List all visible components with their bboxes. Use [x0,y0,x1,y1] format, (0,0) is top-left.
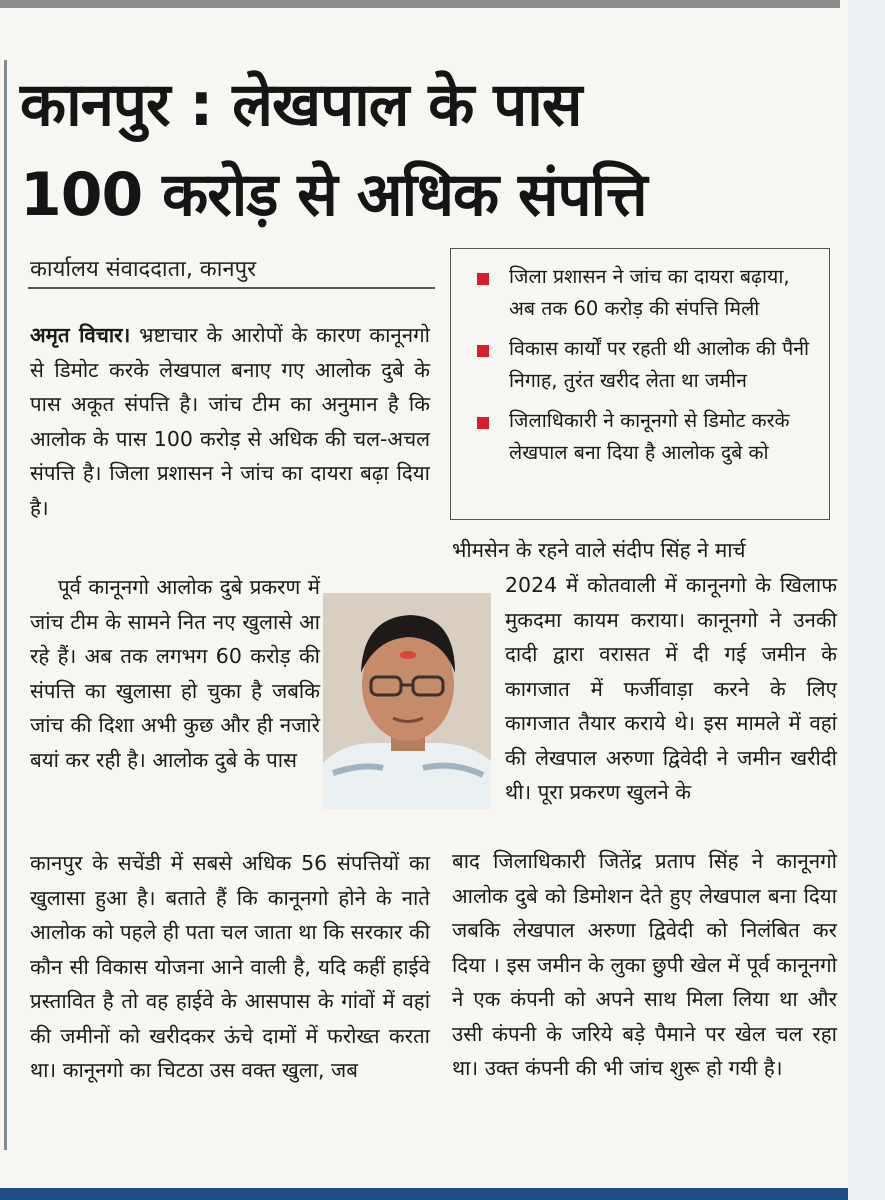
highlight-item [469,333,819,397]
portrait-photo [323,593,491,809]
paragraph-1 [30,318,430,525]
byline-rule [28,287,435,289]
headline [20,60,840,240]
column-2-paragraph-part-2: बाद जिलाधिकारी जितेंद्र प्रताप सिंह ने कानूनगो आलोक दुबे को डिमोशन देते हुए लेखपाल बना दिया जबकि लेखपाल अरुणा द्विवेदी को निलंबित कर दिया । इस जमीन के लुका छुपी खेल में पूर्व कानूनगो ने एक कंपनी को अपने साथ मिला लिया था और उसी कंपनी के जरिये बड़े पैमाने पर खेल चल रहा था। उक्त कंपनी की भी जांच शुरू हो गयी है। [452,849,837,1080]
highlights-box [450,248,830,520]
square-bullet-icon [477,417,489,429]
paragraph-2-part-2: कानपुर के सचेंडी में सबसे अधिक 56 संपत्तियों का खुलासा हुआ है। बताते हैं कि कानूनगो होने के नाते आलोक को पहले ही पता चल जाता था कि सरकार की कौन सी विकास योजना आने वाली है, यदि कहीं हाईवे प्रस्तावित है तो वह हाईवे के आसपास के गांवों में वहां की जमीनों को खरीदकर ऊंचे दामों में फरोख्त करता था। कानूनगो का चिटठा उस वक्त खुला, जब [30,851,431,1082]
square-bullet-icon [477,273,489,285]
paragraph-2-part-1: पूर्व कानूनगो आलोक दुबे प्रकरण में जांच टीम के सामने नित नए खुलासे आ रहे हैं। अब तक लगभग 60 करोड़ की संपत्ति का खुलासा हो चुका है जबकि जांच की दिशा अभी कुछ और ही नजारे बयां कर रही है। आलोक दुबे के पास [30,575,320,772]
page-margin [848,0,885,1200]
column-2-first-line: भीमसेन के रहने वाले संदीप सिंह ने मार्च [452,538,746,562]
bottom-bar [0,1188,848,1200]
headline-line-2: 100 करोड़ से अधिक संपत्ति [20,160,647,230]
headline-line-1: कानपुर : लेखपाल के पास [20,70,582,140]
dateline: अमृत विचार। [30,323,131,347]
highlight-item [469,405,819,469]
highlight-text: जिलाधिकारी ने कानूनगो से डिमोट करके लेखपाल बना दिया है आलोक दुबे को [509,409,790,464]
column-2-paragraph-part-1: 2024 में कोतवाली में कानूनगो के खिलाफ मुकदमा कायम कराया। कानूनगो ने उनकी दादी द्वारा वरासत में दी गई जमीन के कागजात में फर्जीवाड़ा करने के लिए कागजात तैयार कराये थे। इस मामले में वहां की लेखपाल अरुणा द्विवेदी ने जमीन खरीदी थी। पूरा प्रकरण खुलने के [505,573,837,804]
highlight-text: विकास कार्यों पर रहती थी आलोक की पैनी निगाह, तुरंत खरीद लेता था जमीन [509,337,810,392]
highlight-item [469,261,819,325]
paragraph-1-text: भ्रष्टाचार के आरोपों के कारण कानूनगो से डिमोट करके लेखपाल बनाए गए आलोक दुबे के पास अकूत संपत्ति है। जांच टीम का अनुमान है कि आलोक के पास 100 करोड़ से अधिक की चल-अचल संपत्ति है। जिला प्रशासन ने जांच का दायरा बढ़ा दिया है। [30,323,430,520]
square-bullet-icon [477,345,489,357]
left-margin-rule [4,60,7,1150]
top-rule [0,0,840,8]
highlight-text: जिला प्रशासन ने जांच का दायरा बढ़ाया, अब तक 60 करोड़ की संपत्ति मिली [509,265,790,320]
portrait-illustration [323,593,491,809]
highlights-list [451,249,829,469]
byline: कार्यालय संवाददाता, कानपुर [30,257,257,282]
